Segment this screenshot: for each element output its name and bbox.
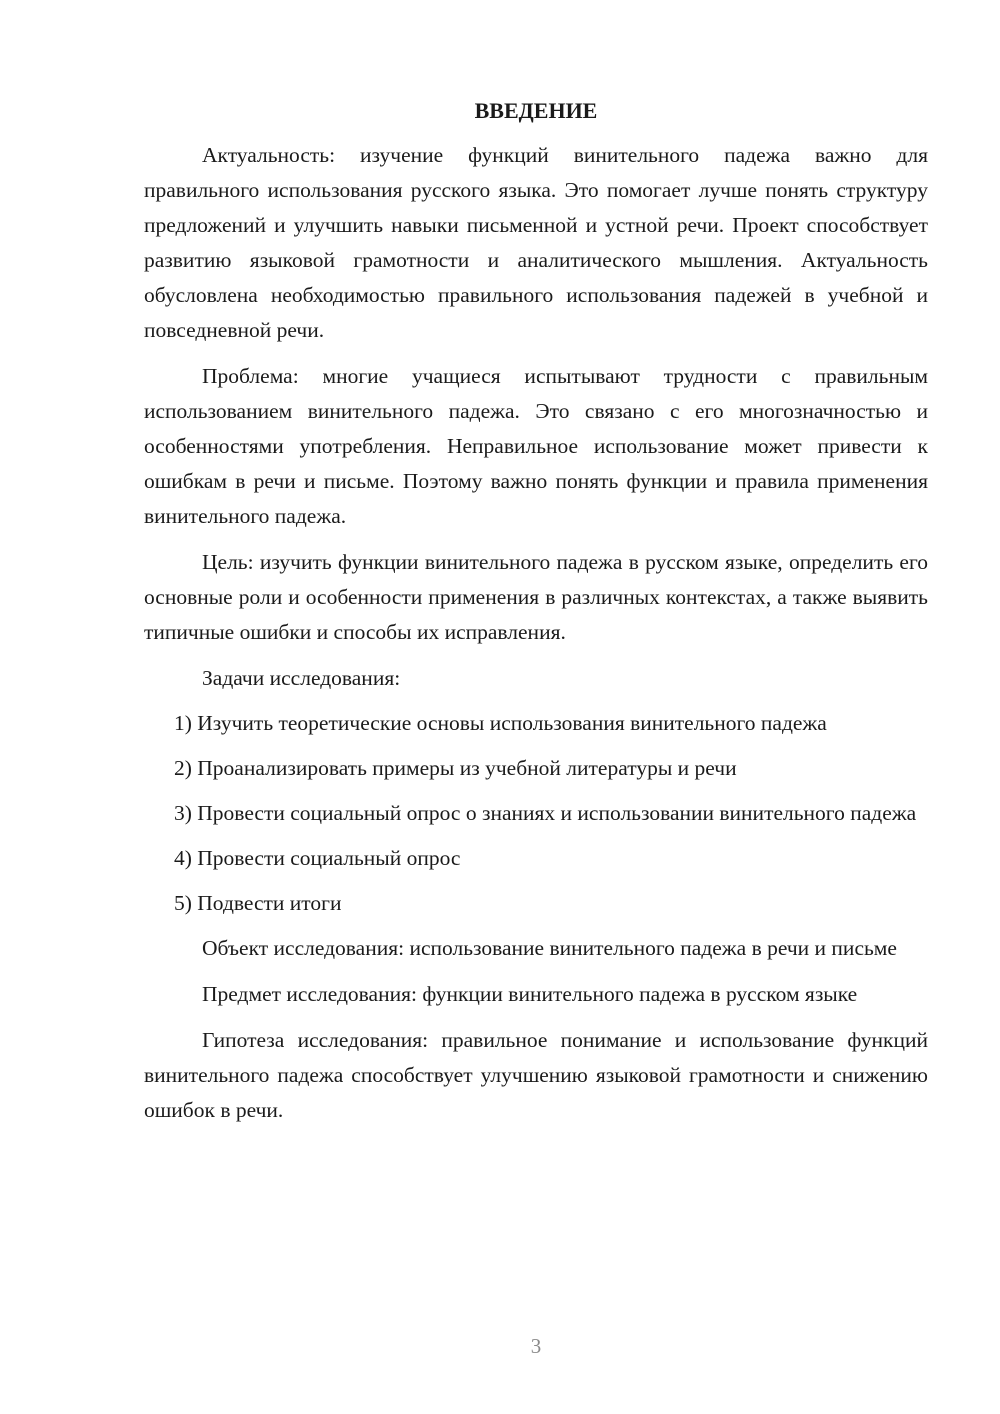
task-item-3: 3) Провести социальный опрос о знаниях и использовании винительного падежа [174, 801, 917, 825]
page-number: 3 [530, 1334, 542, 1358]
paragraph-hypothesis: Гипотеза исследования: правильное понимание и использование функций винительного падежа способствует улучшению языковой грамотности и снижению ошибок в речи. [144, 1028, 928, 1122]
paragraph-problem: Проблема: многие учащиеся испытывают трудности с правильным использованием винительного падежа. Это связано с его многозначностью и особенностями употребления. Неправильное использование может привести к ошибкам в речи и письме. Поэтому важно понять функции и правила применения винительного падежа. [144, 364, 928, 528]
task-item-1: 1) Изучить теоретические основы использования винительного падежа [174, 711, 827, 735]
tasks-heading: Задачи исследования: [202, 666, 401, 690]
document-page [144, 96, 928, 1139]
paragraph-subject: Предмет исследования: функции винительного падежа в русском языке [202, 982, 858, 1006]
paragraph-object: Объект исследования: использование винительного падежа в речи и письме [202, 936, 897, 960]
paragraph-relevance: Актуальность: изучение функций винительного падежа важно для правильного использования русского языка. Это помогает лучше понять структуру предложений и улучшить навыки письменной и устной речи. Проект способствует развитию языковой грамотности и аналитического мышления. Актуальность обусловлена необходимостью правильного использования падежей в учебной и повседневной речи. [144, 143, 928, 342]
section-title: ВВЕДЕНИЕ [474, 98, 598, 123]
task-item-4: 4) Провести социальный опрос [174, 846, 461, 870]
task-item-2: 2) Проанализировать примеры из учебной литературы и речи [174, 756, 737, 780]
paragraph-goal: Цель: изучить функции винительного падежа в русском языке, определить его основные роли и особенности применения в различных контекстах, а также выявить типичные ошибки и способы их исправления. [144, 550, 928, 644]
task-item-5: 5) Подвести итоги [174, 891, 342, 915]
